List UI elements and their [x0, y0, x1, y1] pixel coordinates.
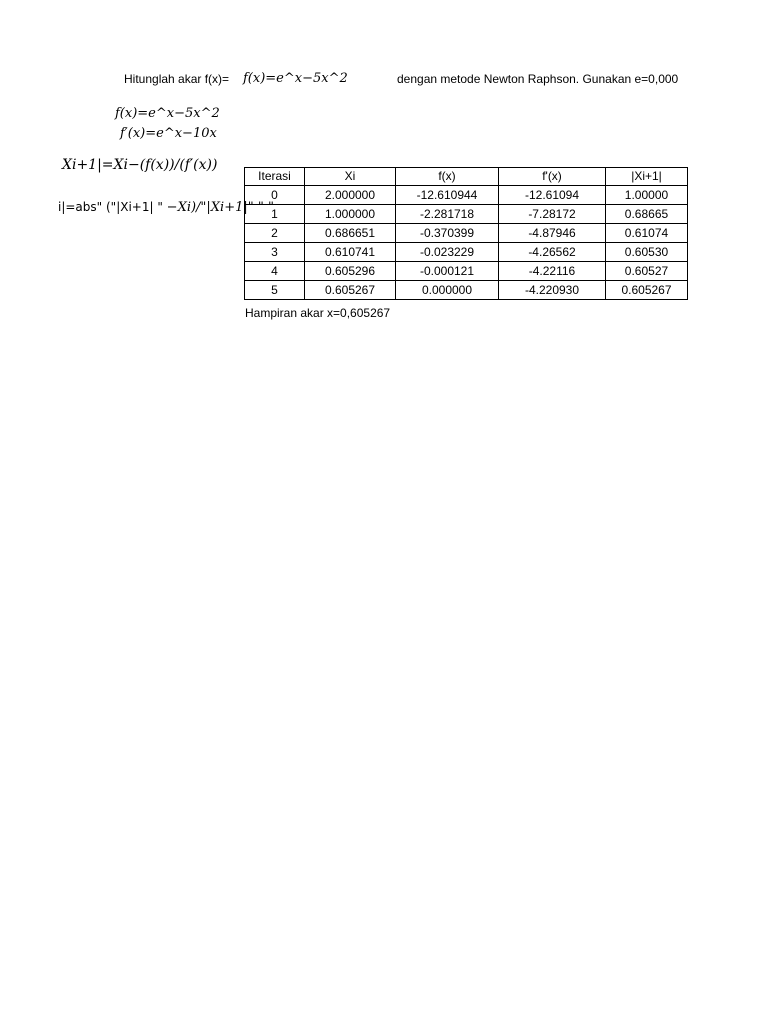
- problem-prefix: Hitunglah akar f(x)=: [124, 72, 230, 86]
- cell-xi: 0.605267: [305, 281, 396, 300]
- cell-iterasi: 1: [245, 205, 305, 224]
- header-fx: f(x): [396, 168, 499, 186]
- cell-xi: 0.610741: [305, 243, 396, 262]
- cell-fx: 0.000000: [396, 281, 499, 300]
- cell-xi: 0.686651: [305, 224, 396, 243]
- cell-fx: -12.610944: [396, 186, 499, 205]
- table-row: [245, 262, 688, 281]
- table-row: [245, 243, 688, 262]
- cell-fprime: -4.26562: [499, 243, 606, 262]
- cell-error: 0.605267: [606, 281, 688, 300]
- cell-iterasi: 3: [245, 243, 305, 262]
- cell-fprime: -4.22116: [499, 262, 606, 281]
- cell-fx: -0.000121: [396, 262, 499, 281]
- table-header-row: [245, 168, 688, 186]
- header-xi: Xi: [305, 168, 396, 186]
- cell-xi: 1.000000: [305, 205, 396, 224]
- cell-iterasi: 5: [245, 281, 305, 300]
- approximate-root-result: Hampiran akar x=0,605267: [245, 306, 391, 320]
- table-row: [245, 186, 688, 205]
- function-formula: 𝑓(𝑥)=𝑒^𝑥−5𝑥^2: [115, 106, 220, 121]
- cell-fx: -0.023229: [396, 243, 499, 262]
- cell-xi: 0.605296: [305, 262, 396, 281]
- table-row: [245, 281, 688, 300]
- cell-xi: 2.000000: [305, 186, 396, 205]
- table-row: [245, 224, 688, 243]
- error-formula-math: −𝑋𝑖)/"|Xi+1|" " ": [166, 200, 274, 215]
- cell-fprime: -7.28172: [499, 205, 606, 224]
- derivative-formula: 𝑓′(𝑥)=𝑒^𝑥−10𝑥: [120, 126, 217, 141]
- cell-error: 0.60527: [606, 262, 688, 281]
- newton-raphson-formula: 𝑋𝑖+1|=𝑋𝑖−(𝑓(𝑥))/(𝑓′(𝑥)): [62, 157, 218, 173]
- cell-error: 0.60530: [606, 243, 688, 262]
- cell-fx: -0.370399: [396, 224, 499, 243]
- cell-fprime: -4.87946: [499, 224, 606, 243]
- cell-error: 0.68665: [606, 205, 688, 224]
- header-error: |Xi+1|: [606, 168, 688, 186]
- cell-fprime: -4.220930: [499, 281, 606, 300]
- header-fprime: f'(x): [499, 168, 606, 186]
- cell-error: 1.00000: [606, 186, 688, 205]
- cell-iterasi: 2: [245, 224, 305, 243]
- problem-formula: 𝑓(𝑥)=𝑒^𝑥−5𝑥^2: [243, 71, 348, 86]
- problem-suffix: dengan metode Newton Raphson. Gunakan e=0,000: [397, 72, 679, 86]
- cell-iterasi: 0: [245, 186, 305, 205]
- cell-fx: -2.281718: [396, 205, 499, 224]
- header-iterasi: Iterasi: [245, 168, 305, 186]
- error-formula-text: i|=abs" ("|Xi+1| ": [58, 200, 167, 214]
- cell-iterasi: 4: [245, 262, 305, 281]
- iteration-table: [244, 167, 688, 300]
- cell-error: 0.61074: [606, 224, 688, 243]
- cell-fprime: -12.61094: [499, 186, 606, 205]
- table-row: [245, 205, 688, 224]
